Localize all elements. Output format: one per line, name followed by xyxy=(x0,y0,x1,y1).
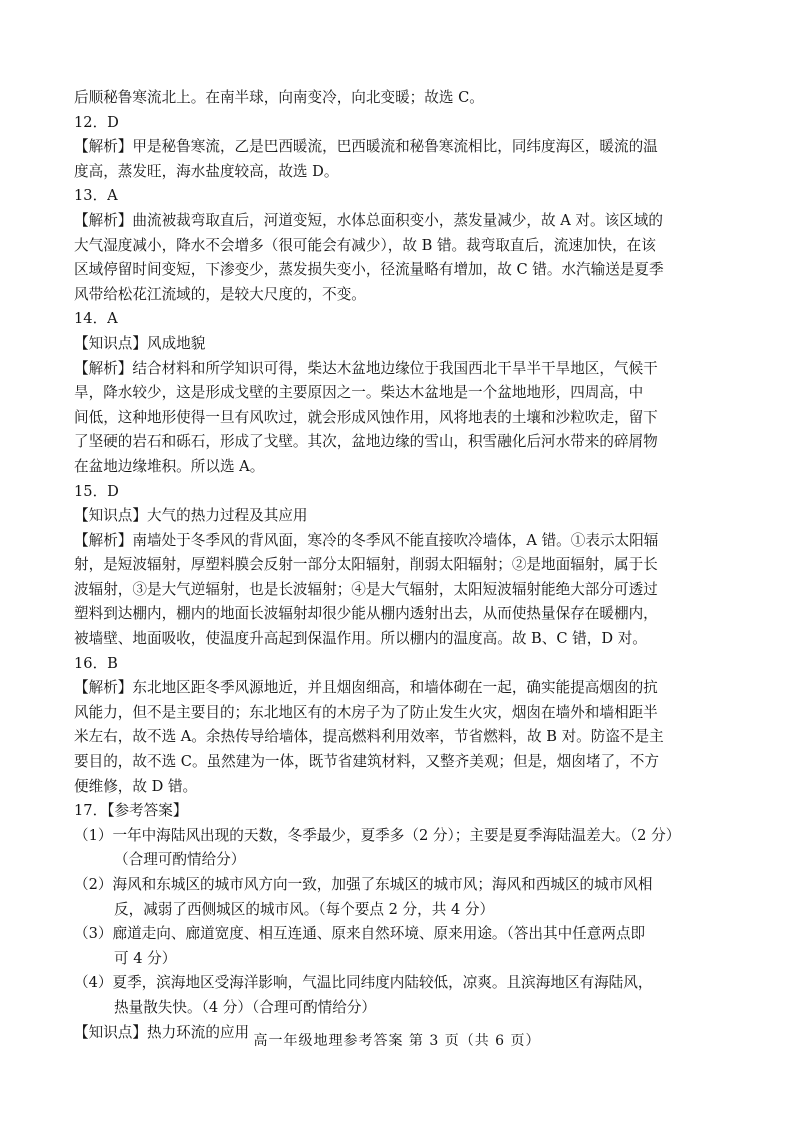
text-line: 12．D xyxy=(74,113,119,131)
text-line: 【解析】南墙处于冬季风的背风面，寒冷的冬季风不能直接吹冷墙体，A 错。①表示太阳辐 xyxy=(74,531,659,549)
text-line: （4）夏季，滨海地区受海洋影响，气温比同纬度内陆较低，凉爽。且滨海地区有海陆风， xyxy=(74,974,653,992)
text-line: 15．D xyxy=(74,482,119,500)
text-line: （3）廊道走向、廊道宽度、相互连通、原来自然环境、原来用途。（答出其中任意两点即 xyxy=(74,925,646,943)
text-line: 要目的，故不选 C。虽然建为一体，既节省建筑材料，又整齐美观；但是，烟囱堵了，不方 xyxy=(74,753,659,771)
text-line: 塑料到达棚内，棚内的地面长波辐射却很少能从棚内透射出去，从而使热量保存在暖棚内， xyxy=(74,605,658,623)
page-footer: 高一年级地理参考答案 第 3 页（共 6 页） xyxy=(253,1033,541,1049)
text-line: （2）海风和东城区的城市风方向一致，加强了东城区的城市风；海风和西城区的城市风相 xyxy=(74,876,653,893)
text-line: 可 4 分） xyxy=(114,949,177,967)
text-line: 度高，蒸发旺，海水盐度较高，故选 D。 xyxy=(74,162,339,180)
text-line: 射，是短波辐射，厚塑料膜会反射一部分太阳辐射，削弱太阳辐射；②是地面辐射，属于长 xyxy=(74,556,658,574)
text-line: 旱，降水较少，这是形成戈壁的主要原因之一。柴达木盆地是一个盆地地形，四周高，中 xyxy=(74,384,644,402)
text-line: 风带给松花江流域的，是较大尺度的，不变。 xyxy=(74,285,366,303)
text-line: 17．【参考答案】 xyxy=(74,802,188,820)
text-line: 热量散失快。（4 分）（合理可酌情给分） xyxy=(114,998,377,1016)
text-line: 波辐射，③是大气逆辐射，也是长波辐射；④是大气辐射，太阳短波辐射能绝大部分可透过 xyxy=(74,580,658,598)
text-line: 便维修，故 D 错。 xyxy=(74,777,198,795)
text-line: 【解析】甲是秘鲁寒流，乙是巴西暖流，巴西暖流和秘鲁寒流相比，同纬度海区，暖流的温 xyxy=(74,138,658,156)
text-line: 大气湿度减小，降水不会增多（很可能会有减少），故 B 错。裁弯取直后，流速加快，在该 xyxy=(74,236,656,254)
text-line: 间低，这种地形使得一旦有风吹过，就会形成风蚀作用，风将地表的土壤和沙粒吹走，留下 xyxy=(74,408,658,426)
text-line: 被墙壁、地面吸收，使温度升高起到保温作用。所以棚内的温度高。故 B、C 错，D 对。 xyxy=(74,630,647,648)
text-line: 风能力，但不是主要目的；东北地区有的木房子为了防止发生火灾，烟囱在墙外和墙相距半 xyxy=(74,703,658,721)
text-line: 米左右，故不选 A。余热传导给墙体，提高燃料利用效率，节省燃料，故 B 对。防盗不是主 xyxy=(74,728,664,746)
text-line: 14．A xyxy=(74,310,118,328)
text-line: 反，减弱了西侧城区的城市风。（每个要点 2 分，共 4 分） xyxy=(114,900,495,918)
text-line: 【知识点】大气的热力过程及其应用 xyxy=(74,507,308,525)
text-line: 【知识点】热力环流的应用 xyxy=(74,1023,250,1041)
text-line: 【解析】结合材料和所学知识可得，柴达木盆地边缘位于我国西北干旱半干旱地区，气候干 xyxy=(74,359,658,377)
text-line: 在盆地边缘堆积。所以选 A。 xyxy=(74,457,265,475)
text-line: 【解析】曲流被裁弯取直后，河道变短，水体总面积变小，蒸发量减少，故 A 对。该区域的 xyxy=(74,211,663,229)
text-line: 了坚硬的岩石和砾石，形成了戈壁。其次，盆地边缘的雪山，积雪融化后河水带来的碎屑物 xyxy=(74,433,658,451)
text-line: 区域停留时间变短，下渗变少，蒸发损失变小，径流量略有增加，故 C 错。水汽输送是夏季 xyxy=(74,261,664,279)
text-line: 后顺秘鲁寒流北上。在南半球，向南变冷，向北变暖；故选 C。 xyxy=(74,89,484,106)
text-line: 13．A xyxy=(74,187,118,205)
text-line: 【解析】东北地区距冬季风源地近，并且烟囱细高，和墙体砌在一起，确实能提高烟囱的抗 xyxy=(74,679,658,697)
answer-content xyxy=(74,86,724,1045)
text-line: 【知识点】风成地貌 xyxy=(74,334,206,352)
text-line: 16．B xyxy=(74,654,118,672)
text-line: （1）一年中海陆风出现的天数，冬季最少，夏季多（2 分）；主要是夏季海陆温差大。（2 分） xyxy=(74,826,681,844)
text-line: （合理可酌情给分） xyxy=(114,851,246,869)
